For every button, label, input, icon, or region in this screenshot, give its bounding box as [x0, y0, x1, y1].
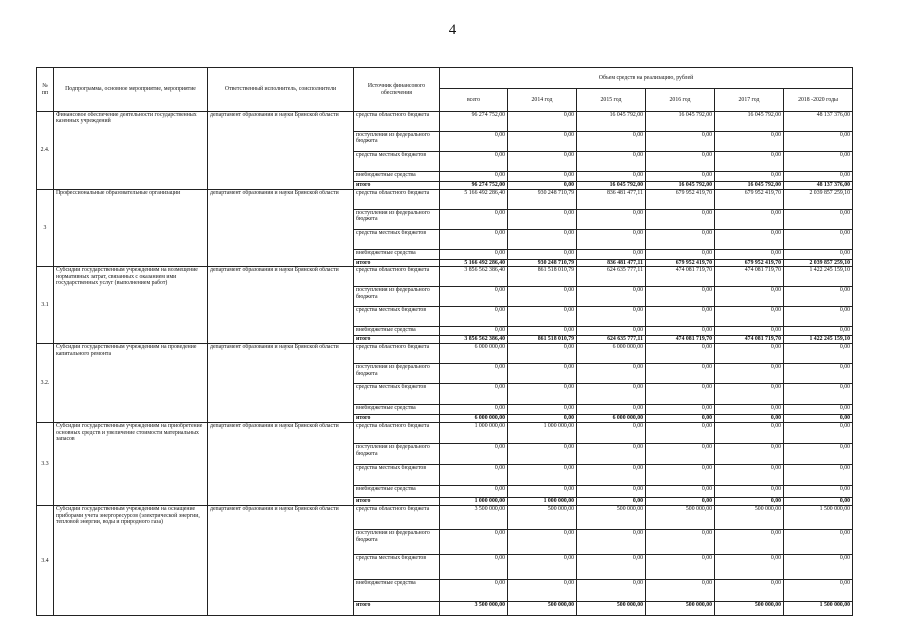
row-value: 5 166 492 286,40	[440, 190, 508, 210]
row-source: поступления из федерального бюджета	[354, 210, 440, 230]
row-value: 0,00	[646, 307, 715, 327]
row-value: 0,00	[577, 172, 646, 182]
row-source: средства местных бюджетов	[354, 384, 440, 405]
table-row	[37, 190, 853, 210]
row-value: 0,00	[577, 210, 646, 230]
row-value: 6 000 000,00	[440, 415, 508, 423]
row-value: 0,00	[508, 132, 577, 152]
row-value: 0,00	[784, 465, 853, 486]
row-value: 0,00	[646, 555, 715, 580]
row-value: 96 274 752,00	[440, 182, 508, 190]
row-value: 0,00	[646, 498, 715, 506]
row-value: 474 081 719,70	[646, 267, 715, 287]
row-value: 0,00	[715, 132, 784, 152]
row-value: 0,00	[784, 364, 853, 384]
row-value: 0,00	[646, 444, 715, 465]
row-value: 0,00	[440, 555, 508, 580]
row-value: 0,00	[784, 555, 853, 580]
row-value: 474 081 719,70	[646, 336, 715, 344]
row-value: 16 045 792,00	[715, 112, 784, 132]
row-value: 0,00	[440, 364, 508, 384]
row-value: 0,00	[508, 415, 577, 423]
row-value: 0,00	[577, 230, 646, 250]
row-executor: департамент образования и науки Брянской области	[208, 112, 354, 190]
row-value: 0,00	[508, 230, 577, 250]
row-value: 0,00	[440, 486, 508, 498]
row-value: 0,00	[784, 384, 853, 405]
row-name: Субсидии государственным учреждениям на проведение капитального ремонта	[54, 344, 208, 423]
row-value: 0,00	[646, 344, 715, 364]
row-value: 0,00	[508, 112, 577, 132]
row-value: 16 045 792,00	[577, 112, 646, 132]
header-no: № пп	[37, 68, 54, 112]
row-value: 0,00	[715, 530, 784, 555]
row-code: 3.3	[37, 423, 54, 506]
row-source: итого	[354, 260, 440, 267]
row-value: 0,00	[646, 405, 715, 415]
row-value: 0,00	[784, 210, 853, 230]
row-value: 0,00	[646, 465, 715, 486]
row-value: 0,00	[440, 210, 508, 230]
row-source: внебюджетные средства	[354, 250, 440, 260]
row-value: 0,00	[577, 465, 646, 486]
row-value: 0,00	[715, 423, 784, 444]
row-value: 0,00	[715, 555, 784, 580]
row-value: 0,00	[715, 498, 784, 506]
row-value: 0,00	[715, 152, 784, 172]
row-source: средства местных бюджетов	[354, 465, 440, 486]
row-value: 0,00	[577, 498, 646, 506]
row-value: 0,00	[646, 415, 715, 423]
row-value: 6 000 000,00	[577, 415, 646, 423]
row-value: 1 422 245 159,10	[784, 267, 853, 287]
row-value: 0,00	[715, 250, 784, 260]
row-source: средства областного бюджета	[354, 344, 440, 364]
row-value: 0,00	[440, 530, 508, 555]
row-value: 0,00	[784, 327, 853, 336]
row-executor: департамент образования и науки Брянской области	[208, 267, 354, 344]
row-value: 679 952 419,70	[646, 260, 715, 267]
row-value: 0,00	[508, 344, 577, 364]
row-value: 861 518 010,79	[508, 267, 577, 287]
row-value: 1 000 000,00	[440, 423, 508, 444]
row-code: 3.2.	[37, 344, 54, 423]
row-executor: департамент образования и науки Брянской области	[208, 344, 354, 423]
row-source: средства областного бюджета	[354, 506, 440, 530]
row-value: 0,00	[646, 287, 715, 307]
row-value: 836 481 477,11	[577, 190, 646, 210]
row-value: 0,00	[646, 580, 715, 602]
row-value: 48 137 376,00	[784, 112, 853, 132]
row-code: 3	[37, 190, 54, 267]
row-value: 0,00	[508, 307, 577, 327]
row-source: поступления из федерального бюджета	[354, 132, 440, 152]
row-value: 0,00	[508, 486, 577, 498]
row-value: 474 081 719,70	[715, 267, 784, 287]
row-value: 1 500 000,00	[784, 602, 853, 616]
row-executor: департамент образования и науки Брянской области	[208, 506, 354, 616]
row-value: 0,00	[715, 405, 784, 415]
row-value: 3 856 562 386,40	[440, 336, 508, 344]
row-source: внебюджетные средства	[354, 172, 440, 182]
row-value: 3 500 000,00	[440, 506, 508, 530]
row-value: 0,00	[784, 444, 853, 465]
row-value: 0,00	[715, 307, 784, 327]
row-value: 0,00	[508, 327, 577, 336]
row-source: поступления из федерального бюджета	[354, 364, 440, 384]
header-name: Подпрограмма, основное мероприятие, мероприятие	[54, 68, 208, 112]
row-value: 930 248 710,79	[508, 260, 577, 267]
page-number: 4	[448, 22, 457, 38]
row-value: 0,00	[508, 580, 577, 602]
row-value: 0,00	[508, 444, 577, 465]
row-value: 0,00	[715, 415, 784, 423]
row-value: 861 518 010,79	[508, 336, 577, 344]
row-value: 0,00	[784, 344, 853, 364]
row-source: внебюджетные средства	[354, 580, 440, 602]
header-year-2015: 2015 год	[577, 89, 646, 112]
row-value: 2 039 857 259,10	[784, 190, 853, 210]
row-source: средства областного бюджета	[354, 190, 440, 210]
row-value: 0,00	[646, 132, 715, 152]
row-source: средства местных бюджетов	[354, 307, 440, 327]
row-value: 0,00	[440, 152, 508, 172]
row-value: 0,00	[715, 465, 784, 486]
row-value: 0,00	[577, 364, 646, 384]
row-value: 0,00	[784, 172, 853, 182]
row-value: 0,00	[646, 530, 715, 555]
row-source: средства областного бюджета	[354, 267, 440, 287]
row-value: 0,00	[784, 580, 853, 602]
row-source: итого	[354, 602, 440, 616]
row-code: 3.1	[37, 267, 54, 344]
header-year-2016: 2016 год	[646, 89, 715, 112]
row-name: Субсидии государственным учреждениям на приобретение основных средств и увеличение стоимости материальных запасов	[54, 423, 208, 506]
row-value: 0,00	[508, 152, 577, 172]
row-value: 0,00	[715, 384, 784, 405]
row-value: 0,00	[784, 498, 853, 506]
row-value: 0,00	[715, 327, 784, 336]
row-value: 930 248 710,79	[508, 190, 577, 210]
row-value: 0,00	[646, 364, 715, 384]
row-value: 0,00	[577, 132, 646, 152]
row-value: 0,00	[784, 132, 853, 152]
row-source: поступления из федерального бюджета	[354, 530, 440, 555]
row-value: 0,00	[784, 530, 853, 555]
row-value: 500 000,00	[715, 602, 784, 616]
row-value: 500 000,00	[646, 506, 715, 530]
row-value: 500 000,00	[646, 602, 715, 616]
budget-table	[36, 67, 853, 616]
row-value: 16 045 792,00	[646, 112, 715, 132]
row-value: 0,00	[715, 486, 784, 498]
row-source: средства областного бюджета	[354, 112, 440, 132]
row-value: 0,00	[508, 405, 577, 415]
row-value: 0,00	[577, 580, 646, 602]
row-name: Субсидии государственным учреждениям на оснащение приборами учета энергоресурсов (электрической энергии, тепловой энергии, воды и природного газа)	[54, 506, 208, 616]
row-source: итого	[354, 336, 440, 344]
row-value: 0,00	[440, 444, 508, 465]
row-value: 0,00	[577, 423, 646, 444]
row-value: 0,00	[646, 172, 715, 182]
row-executor: департамент образования и науки Брянской области	[208, 190, 354, 267]
header-year-2018-2020: 2018 -2020 годы	[784, 89, 853, 112]
row-value: 1 000 000,00	[508, 498, 577, 506]
row-value: 0,00	[577, 444, 646, 465]
row-value: 836 481 477,11	[577, 260, 646, 267]
row-value: 500 000,00	[508, 506, 577, 530]
row-value: 0,00	[440, 250, 508, 260]
row-value: 0,00	[646, 210, 715, 230]
row-value: 0,00	[784, 423, 853, 444]
row-value: 0,00	[784, 405, 853, 415]
row-value: 0,00	[440, 287, 508, 307]
row-value: 679 952 419,70	[646, 190, 715, 210]
row-value: 0,00	[646, 230, 715, 250]
row-value: 0,00	[440, 405, 508, 415]
row-value: 0,00	[508, 384, 577, 405]
table-row	[37, 423, 853, 444]
row-value: 474 081 719,70	[715, 336, 784, 344]
row-value: 6 000 000,00	[440, 344, 508, 364]
row-value: 500 000,00	[715, 506, 784, 530]
row-value: 2 039 857 259,10	[784, 260, 853, 267]
row-value: 0,00	[646, 327, 715, 336]
row-value: 0,00	[440, 132, 508, 152]
row-value: 0,00	[508, 530, 577, 555]
row-value: 0,00	[646, 250, 715, 260]
row-source: средства местных бюджетов	[354, 230, 440, 250]
row-value: 679 952 419,70	[715, 190, 784, 210]
row-name: Профессиональные образовательные организации	[54, 190, 208, 267]
row-value: 0,00	[715, 580, 784, 602]
row-value: 0,00	[577, 405, 646, 415]
row-value: 1 500 000,00	[784, 506, 853, 530]
row-value: 500 000,00	[577, 506, 646, 530]
row-source: поступления из федерального бюджета	[354, 444, 440, 465]
row-value: 0,00	[440, 384, 508, 405]
row-value: 0,00	[577, 287, 646, 307]
row-value: 3 856 562 386,40	[440, 267, 508, 287]
row-value: 0,00	[646, 384, 715, 405]
row-value: 0,00	[715, 444, 784, 465]
table-row	[37, 267, 853, 287]
row-value: 0,00	[440, 307, 508, 327]
row-value: 0,00	[784, 152, 853, 172]
table-row	[37, 344, 853, 364]
row-value: 0,00	[646, 486, 715, 498]
row-value: 0,00	[508, 555, 577, 580]
row-value: 0,00	[440, 465, 508, 486]
row-value: 0,00	[508, 364, 577, 384]
row-value: 0,00	[715, 230, 784, 250]
row-value: 0,00	[440, 172, 508, 182]
row-code: 2.4.	[37, 112, 54, 190]
row-value: 679 952 419,70	[715, 260, 784, 267]
row-value: 0,00	[784, 307, 853, 327]
row-value: 5 166 492 286,40	[440, 260, 508, 267]
row-source: поступления из федерального бюджета	[354, 287, 440, 307]
row-value: 48 137 376,00	[784, 182, 853, 190]
row-value: 0,00	[577, 250, 646, 260]
row-value: 0,00	[715, 287, 784, 307]
row-value: 0,00	[715, 172, 784, 182]
header-year-total: всего	[440, 89, 508, 112]
row-value: 0,00	[577, 307, 646, 327]
row-value: 0,00	[715, 210, 784, 230]
row-value: 1 422 245 159,10	[784, 336, 853, 344]
row-value: 0,00	[715, 364, 784, 384]
row-value: 0,00	[577, 327, 646, 336]
row-code: 3.4	[37, 506, 54, 616]
row-value: 500 000,00	[577, 602, 646, 616]
row-value: 16 045 792,00	[715, 182, 784, 190]
row-value: 0,00	[784, 415, 853, 423]
row-value: 0,00	[715, 344, 784, 364]
header-source: Источник финансового обеспечения	[354, 68, 440, 112]
row-executor: департамент образования и науки Брянской области	[208, 423, 354, 506]
table-header	[37, 68, 853, 112]
row-value: 0,00	[784, 486, 853, 498]
row-value: 0,00	[508, 465, 577, 486]
row-value: 3 500 000,00	[440, 602, 508, 616]
row-value: 0,00	[784, 230, 853, 250]
row-name: Финансовое обеспечение деятельности государственных казенных учреждений	[54, 112, 208, 190]
row-value: 0,00	[577, 152, 646, 172]
row-value: 1 000 000,00	[508, 423, 577, 444]
row-value: 0,00	[784, 287, 853, 307]
row-value: 0,00	[646, 152, 715, 172]
row-value: 0,00	[577, 384, 646, 405]
row-value: 0,00	[508, 287, 577, 307]
row-value: 0,00	[508, 250, 577, 260]
header-executor: Ответственный исполнитель, соисполнители	[208, 68, 354, 112]
row-value: 0,00	[577, 530, 646, 555]
header-year-2017: 2017 год	[715, 89, 784, 112]
row-value: 1 000 000,00	[440, 498, 508, 506]
row-source: средства областного бюджета	[354, 423, 440, 444]
row-value: 0,00	[577, 555, 646, 580]
row-value: 0,00	[508, 210, 577, 230]
row-source: средства местных бюджетов	[354, 555, 440, 580]
row-value: 0,00	[784, 250, 853, 260]
table-row	[37, 506, 853, 530]
row-value: 16 045 792,00	[646, 182, 715, 190]
row-value: 0,00	[577, 486, 646, 498]
row-source: средства местных бюджетов	[354, 152, 440, 172]
row-source: внебюджетные средства	[354, 405, 440, 415]
row-value: 0,00	[508, 182, 577, 190]
row-source: внебюджетные средства	[354, 486, 440, 498]
row-value: 0,00	[508, 172, 577, 182]
row-value: 0,00	[440, 580, 508, 602]
row-value: 500 000,00	[508, 602, 577, 616]
header-volume: Объем средств на реализацию, рублей	[440, 68, 853, 89]
row-source: итого	[354, 498, 440, 506]
row-name: Субсидии государственным учреждениям на возмещение нормативных затрат, связанных с оказанием ими государственных услуг (выполнением работ)	[54, 267, 208, 344]
row-value: 16 045 792,00	[577, 182, 646, 190]
row-source: внебюджетные средства	[354, 327, 440, 336]
row-source: итого	[354, 415, 440, 423]
row-source: итого	[354, 182, 440, 190]
row-value: 0,00	[646, 423, 715, 444]
row-value: 96 274 752,00	[440, 112, 508, 132]
row-value: 0,00	[440, 327, 508, 336]
row-value: 6 000 000,00	[577, 344, 646, 364]
row-value: 624 635 777,11	[577, 336, 646, 344]
row-value: 624 635 777,11	[577, 267, 646, 287]
table-body	[37, 112, 853, 616]
row-value: 0,00	[440, 230, 508, 250]
table-row	[37, 112, 853, 132]
header-year-2014: 2014 год	[508, 89, 577, 112]
